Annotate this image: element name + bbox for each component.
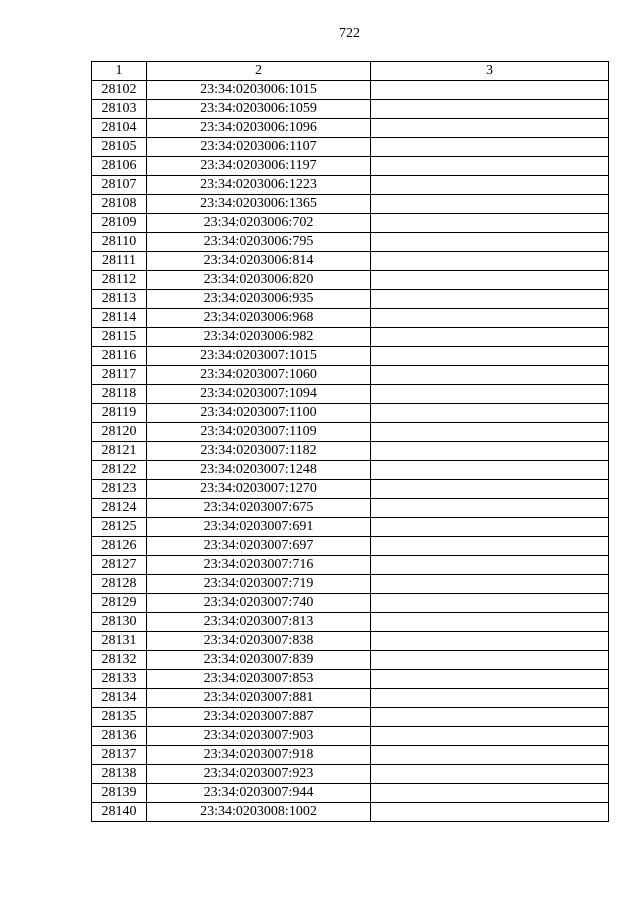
table-cell-col-2: 23:34:0203006:1059 — [147, 100, 371, 119]
table-cell-col-3 — [371, 746, 609, 765]
table-cell-col-2: 23:34:0203007:881 — [147, 689, 371, 708]
table-row — [92, 404, 609, 423]
column-header-1: 1 — [92, 62, 147, 81]
table-cell-col-3 — [371, 100, 609, 119]
table-cell-col-2: 23:34:0203008:1002 — [147, 803, 371, 822]
table-cell-col-1: 28137 — [92, 746, 147, 765]
table-row — [92, 765, 609, 784]
table-cell-col-1: 28107 — [92, 176, 147, 195]
column-header-2: 2 — [147, 62, 371, 81]
table-cell-col-1: 28114 — [92, 309, 147, 328]
table-cell-col-2: 23:34:0203006:1197 — [147, 157, 371, 176]
table-cell-col-1: 28138 — [92, 765, 147, 784]
table-cell-col-2: 23:34:0203007:839 — [147, 651, 371, 670]
table-row — [92, 328, 609, 347]
table-cell-col-2: 23:34:0203007:813 — [147, 613, 371, 632]
table-row — [92, 309, 609, 328]
table-cell-col-2: 23:34:0203006:814 — [147, 252, 371, 271]
table-cell-col-2: 23:34:0203006:935 — [147, 290, 371, 309]
table-cell-col-1: 28135 — [92, 708, 147, 727]
table-row — [92, 138, 609, 157]
table-cell-col-1: 28121 — [92, 442, 147, 461]
table-cell-col-1: 28115 — [92, 328, 147, 347]
table-cell-col-2: 23:34:0203007:918 — [147, 746, 371, 765]
table-row — [92, 746, 609, 765]
table-cell-col-3 — [371, 556, 609, 575]
table-cell-col-1: 28134 — [92, 689, 147, 708]
table-cell-col-3 — [371, 670, 609, 689]
table-row — [92, 613, 609, 632]
table-cell-col-2: 23:34:0203007:691 — [147, 518, 371, 537]
table-cell-col-1: 28113 — [92, 290, 147, 309]
table-cell-col-1: 28129 — [92, 594, 147, 613]
table-cell-col-3 — [371, 461, 609, 480]
table-cell-col-1: 28104 — [92, 119, 147, 138]
table-cell-col-1: 28140 — [92, 803, 147, 822]
table-cell-col-2: 23:34:0203007:716 — [147, 556, 371, 575]
table-cell-col-1: 28139 — [92, 784, 147, 803]
table-cell-col-1: 28109 — [92, 214, 147, 233]
table-cell-col-3 — [371, 575, 609, 594]
table-row — [92, 347, 609, 366]
table-row — [92, 803, 609, 822]
table-row — [92, 727, 609, 746]
table-cell-col-1: 28111 — [92, 252, 147, 271]
table-cell-col-2: 23:34:0203006:1365 — [147, 195, 371, 214]
table-cell-col-3 — [371, 119, 609, 138]
table-cell-col-1: 28126 — [92, 537, 147, 556]
table-cell-col-3 — [371, 689, 609, 708]
table-cell-col-3 — [371, 138, 609, 157]
table-cell-col-1: 28122 — [92, 461, 147, 480]
table-cell-col-3 — [371, 328, 609, 347]
table-cell-col-1: 28110 — [92, 233, 147, 252]
table-row — [92, 575, 609, 594]
table-cell-col-2: 23:34:0203007:944 — [147, 784, 371, 803]
table-row — [92, 290, 609, 309]
table-cell-col-1: 28125 — [92, 518, 147, 537]
table-cell-col-3 — [371, 613, 609, 632]
table-row — [92, 271, 609, 290]
table-cell-col-1: 28131 — [92, 632, 147, 651]
table-cell-col-2: 23:34:0203007:1015 — [147, 347, 371, 366]
table-cell-col-3 — [371, 442, 609, 461]
table-cell-col-1: 28136 — [92, 727, 147, 746]
table-row — [92, 157, 609, 176]
table-cell-col-1: 28120 — [92, 423, 147, 442]
table-row — [92, 119, 609, 138]
table-cell-col-2: 23:34:0203007:697 — [147, 537, 371, 556]
table-row — [92, 366, 609, 385]
table-cell-col-3 — [371, 423, 609, 442]
table-cell-col-2: 23:34:0203006:1107 — [147, 138, 371, 157]
table-cell-col-3 — [371, 803, 609, 822]
table-cell-col-3 — [371, 765, 609, 784]
table-cell-col-3 — [371, 195, 609, 214]
table-row — [92, 442, 609, 461]
table-cell-col-3 — [371, 81, 609, 100]
table-cell-col-1: 28102 — [92, 81, 147, 100]
table-cell-col-3 — [371, 309, 609, 328]
table-cell-col-2: 23:34:0203006:968 — [147, 309, 371, 328]
table-cell-col-3 — [371, 214, 609, 233]
table-cell-col-1: 28106 — [92, 157, 147, 176]
table-row — [92, 651, 609, 670]
table-row — [92, 233, 609, 252]
table-row — [92, 499, 609, 518]
table-cell-col-1: 28123 — [92, 480, 147, 499]
table-cell-col-3 — [371, 385, 609, 404]
table-row — [92, 518, 609, 537]
table-cell-col-2: 23:34:0203007:1109 — [147, 423, 371, 442]
table-cell-col-1: 28127 — [92, 556, 147, 575]
table-row — [92, 423, 609, 442]
table-row — [92, 252, 609, 271]
table-cell-col-3 — [371, 347, 609, 366]
table-row — [92, 537, 609, 556]
table-cell-col-1: 28133 — [92, 670, 147, 689]
table-cell-col-3 — [371, 499, 609, 518]
table-row — [92, 708, 609, 727]
table-cell-col-2: 23:34:0203007:740 — [147, 594, 371, 613]
table-cell-col-2: 23:34:0203006:820 — [147, 271, 371, 290]
table-cell-col-1: 28128 — [92, 575, 147, 594]
table-cell-col-3 — [371, 233, 609, 252]
table-cell-col-2: 23:34:0203007:1094 — [147, 385, 371, 404]
table-cell-col-3 — [371, 176, 609, 195]
table-cell-col-1: 28108 — [92, 195, 147, 214]
table-cell-col-1: 28112 — [92, 271, 147, 290]
table-cell-col-3 — [371, 290, 609, 309]
table-cell-col-2: 23:34:0203006:795 — [147, 233, 371, 252]
table-row — [92, 461, 609, 480]
table-cell-col-3 — [371, 651, 609, 670]
table-cell-col-2: 23:34:0203006:702 — [147, 214, 371, 233]
table-cell-col-3 — [371, 784, 609, 803]
table-row — [92, 689, 609, 708]
table-cell-col-2: 23:34:0203006:1096 — [147, 119, 371, 138]
page-number: 722 — [339, 26, 360, 41]
table-cell-col-2: 23:34:0203007:1248 — [147, 461, 371, 480]
table-cell-col-3 — [371, 404, 609, 423]
table-cell-col-3 — [371, 518, 609, 537]
table-cell-col-3 — [371, 537, 609, 556]
table-cell-col-1: 28124 — [92, 499, 147, 518]
table-cell-col-1: 28103 — [92, 100, 147, 119]
table-cell-col-2: 23:34:0203007:838 — [147, 632, 371, 651]
column-header-3: 3 — [371, 62, 609, 81]
table-cell-col-3 — [371, 366, 609, 385]
table-header-row — [92, 62, 609, 81]
table-cell-col-3 — [371, 480, 609, 499]
table-cell-col-1: 28118 — [92, 385, 147, 404]
table-cell-col-2: 23:34:0203006:1015 — [147, 81, 371, 100]
table-row — [92, 195, 609, 214]
table-row — [92, 556, 609, 575]
table-row — [92, 632, 609, 651]
table-cell-col-1: 28117 — [92, 366, 147, 385]
table-cell-col-3 — [371, 632, 609, 651]
table-cell-col-3 — [371, 594, 609, 613]
table-cell-col-2: 23:34:0203006:982 — [147, 328, 371, 347]
table-cell-col-2: 23:34:0203007:853 — [147, 670, 371, 689]
table-cell-col-1: 28130 — [92, 613, 147, 632]
table-cell-col-2: 23:34:0203007:1182 — [147, 442, 371, 461]
table-cell-col-2: 23:34:0203007:1100 — [147, 404, 371, 423]
table-row — [92, 784, 609, 803]
table-cell-col-2: 23:34:0203006:1223 — [147, 176, 371, 195]
table-cell-col-2: 23:34:0203007:923 — [147, 765, 371, 784]
table-cell-col-2: 23:34:0203007:675 — [147, 499, 371, 518]
table-cell-col-1: 28116 — [92, 347, 147, 366]
table-cell-col-3 — [371, 727, 609, 746]
table-cell-col-2: 23:34:0203007:1060 — [147, 366, 371, 385]
table-cell-col-3 — [371, 157, 609, 176]
table-row — [92, 176, 609, 195]
table-row — [92, 670, 609, 689]
table-cell-col-3 — [371, 708, 609, 727]
table-row — [92, 100, 609, 119]
table-cell-col-2: 23:34:0203007:1270 — [147, 480, 371, 499]
table-row — [92, 214, 609, 233]
table-row — [92, 81, 609, 100]
table-cell-col-3 — [371, 252, 609, 271]
table-cell-col-1: 28132 — [92, 651, 147, 670]
table-cell-col-2: 23:34:0203007:903 — [147, 727, 371, 746]
data-table — [91, 61, 609, 822]
table-row — [92, 480, 609, 499]
table-cell-col-1: 28105 — [92, 138, 147, 157]
table-cell-col-1: 28119 — [92, 404, 147, 423]
table-row — [92, 385, 609, 404]
table-body — [92, 81, 609, 822]
table-row — [92, 594, 609, 613]
table-cell-col-2: 23:34:0203007:887 — [147, 708, 371, 727]
table-cell-col-3 — [371, 271, 609, 290]
table-cell-col-2: 23:34:0203007:719 — [147, 575, 371, 594]
